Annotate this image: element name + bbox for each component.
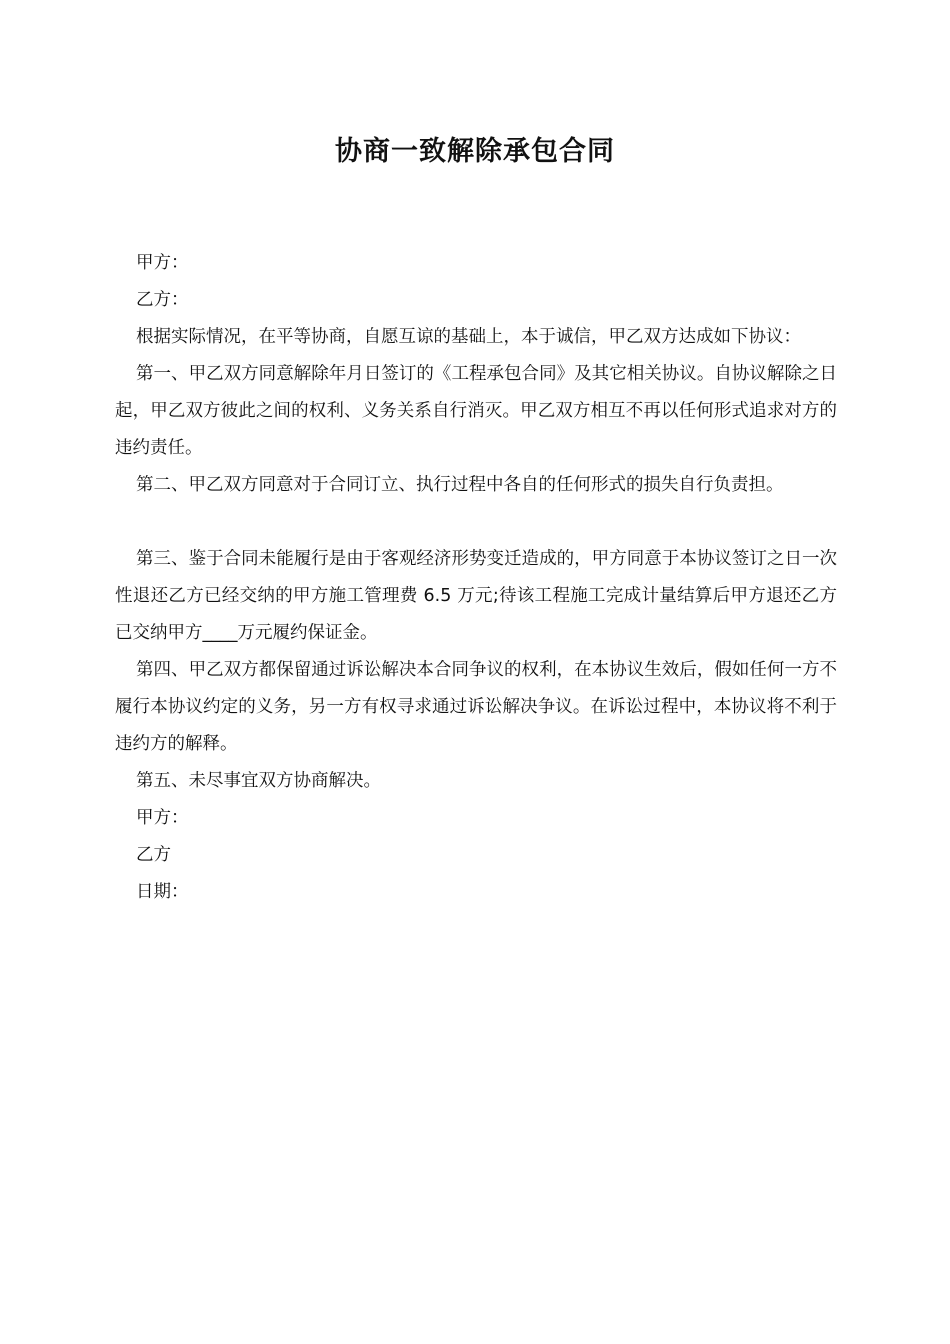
signature-party-a: 甲方：: [136, 808, 189, 828]
clause-2-paragraph: 第二、甲乙双方同意对于合同订立、执行过程中各自的任何形式的损失自行负责担。: [136, 475, 784, 495]
document-title: 协商一致解除承包合同: [335, 136, 615, 167]
party-b-label: 乙方：: [136, 290, 189, 310]
document-body: [115, 245, 837, 911]
preamble-paragraph: 根据实际情况，在平等协商，自愿互谅的基础上，本于诚信，甲乙双方达成如下协议：: [136, 327, 801, 347]
paragraph-spacer: [115, 504, 837, 541]
signature-date: 日期：: [136, 882, 189, 902]
clause-1-paragraph: 第一、甲乙双方同意解除年月日签订的《工程承包合同》及其它相关协议。自协议解除之日起，甲乙双方彼此之间的权利、义务关系自行消灭。甲乙双方相互不再以任何形式追求对方的违约责任。: [115, 364, 837, 458]
party-a-label: 甲方：: [136, 253, 189, 273]
clause-3-paragraph: 第三、鉴于合同未能履行是由于客观经济形势变迁造成的，甲方同意于本协议签订之日一次性退还乙方已经交纳的甲方施工管理费 6.5 万元;待该工程施工完成计量结算后甲方退还乙方已交纳甲方____万元履约保证金。: [115, 549, 837, 643]
signature-party-b: 乙方: [136, 845, 171, 865]
clause-5-paragraph: 第五、未尽事宜双方协商解决。: [136, 771, 381, 791]
clause-4-paragraph: 第四、甲乙双方都保留通过诉讼解决本合同争议的权利，在本协议生效后，假如任何一方不履行本协议约定的义务，另一方有权寻求通过诉讼解决争议。在诉讼过程中，本协议将不利于违约方的解释。: [115, 660, 837, 754]
